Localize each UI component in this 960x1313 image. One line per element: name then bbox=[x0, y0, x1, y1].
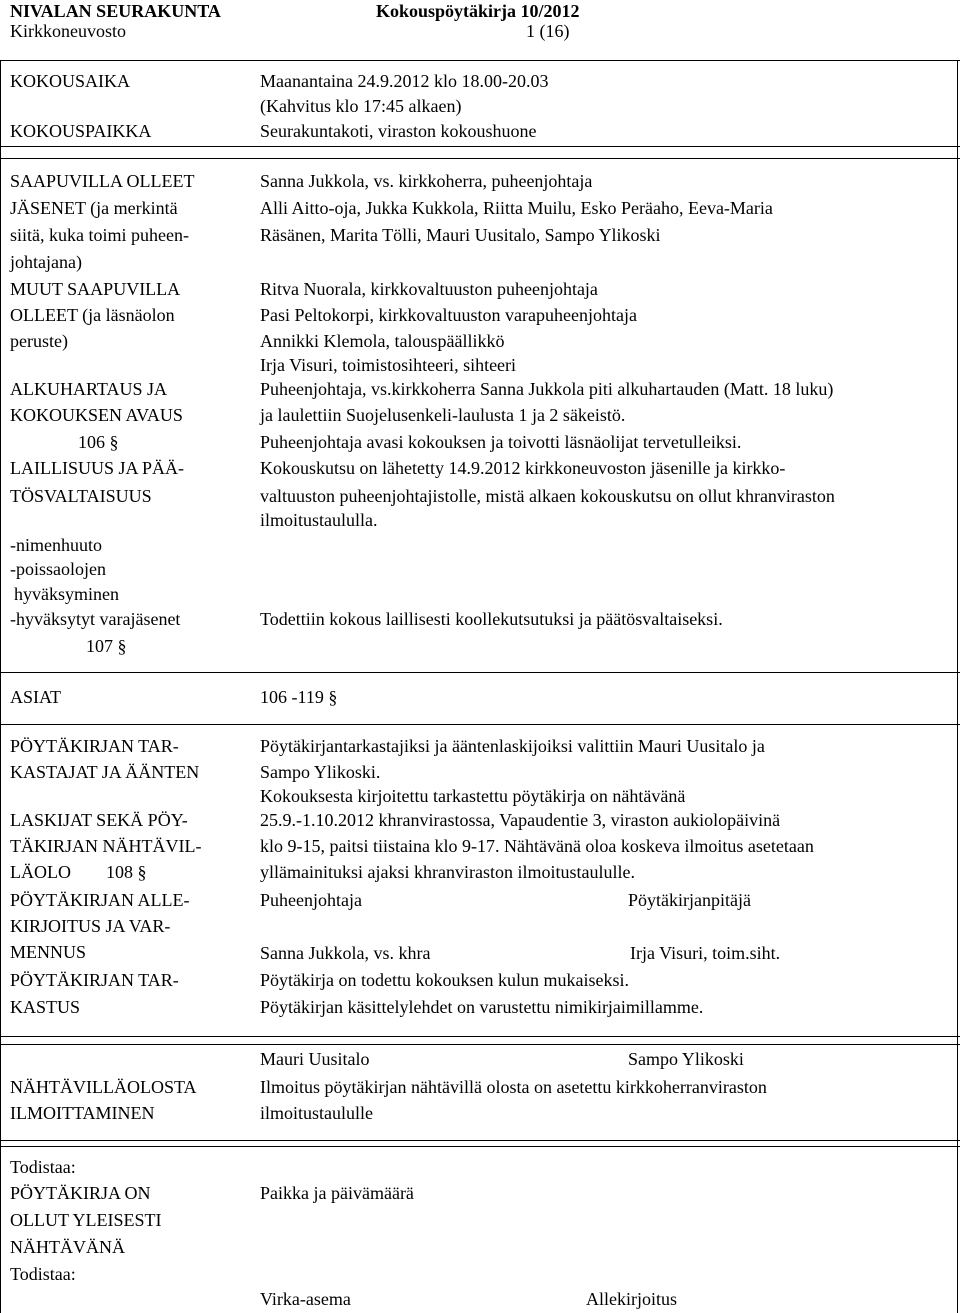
rule-top bbox=[0, 60, 960, 61]
rule-after-place bbox=[0, 146, 960, 147]
checkers-line: Kokouksesta kirjoitettu tarkastettu pöytäkirja on nähtävänä bbox=[260, 786, 686, 806]
opening-line: Puheenjohtaja, vs.kirkkoherra Sanna Jukkola piti alkuhartauden (Matt. 18 luku) bbox=[260, 379, 834, 399]
members-label-line: JÄSENET (ja merkintä bbox=[10, 198, 178, 218]
review-line: Pöytäkirja on todettu kokouksen kulun mukaiseksi. bbox=[260, 970, 629, 990]
meeting-place-value: Seurakuntakoti, viraston kokoushuone bbox=[260, 121, 537, 141]
others-line: Ritva Nuorala, kirkkovaltuuston puheenjohtaja bbox=[260, 279, 598, 299]
others-label-line: OLLEET (ja läsnäolon bbox=[10, 305, 175, 325]
place-date-field: Paikka ja päivämäärä bbox=[260, 1183, 414, 1203]
others-label-line: MUUT SAAPUVILLA bbox=[10, 279, 181, 299]
quorum-label-line: TÖSVALTAISUUS bbox=[10, 486, 152, 506]
checkers-label-line: KASTAJAT JA ÄÄNTEN bbox=[10, 762, 200, 782]
meeting-time-label: KOKOUSAIKA bbox=[10, 71, 130, 91]
attest-label: Todistaa: bbox=[10, 1264, 76, 1284]
meeting-time-value: Maanantaina 24.9.2012 klo 18.00-20.03 bbox=[260, 71, 549, 91]
secretary-name: Irja Visuri, toim.siht. bbox=[630, 943, 781, 963]
others-line: Annikki Klemola, talouspäällikkö bbox=[260, 331, 505, 351]
chair-name: Sanna Jukkola, vs. khra bbox=[260, 943, 431, 963]
checkers-line: 25.9.-1.10.2012 khranvirastossa, Vapaudentie 3, viraston aukiolopäivinä bbox=[260, 810, 781, 830]
checkers-section-number: 108 § bbox=[106, 862, 147, 882]
notice-line: Ilmoitus pöytäkirjan nähtävillä olosta on asetettu kirkkoherranviraston bbox=[260, 1077, 767, 1097]
checkers-label-line: PÖYTÄKIRJAN TAR- bbox=[10, 736, 179, 756]
review-label-line: KASTUS bbox=[10, 997, 81, 1017]
opening-label-line: ALKUHARTAUS JA bbox=[10, 379, 167, 399]
checker-name: Mauri Uusitalo bbox=[260, 1049, 370, 1069]
quorum-line: valtuuston puheenjohtajistolle, mistä alkaen kokouskutsu on ollut khranviraston bbox=[260, 486, 835, 506]
checker-name: Sampo Ylikoski bbox=[628, 1049, 744, 1069]
rule-before-certification bbox=[0, 1146, 960, 1147]
certification-label-line: PÖYTÄKIRJA ON bbox=[10, 1183, 151, 1203]
rule-after-notice bbox=[0, 1140, 960, 1141]
others-line: Irja Visuri, toimistosihteeri, sihteeri bbox=[260, 355, 517, 375]
chair-title: Puheenjohtaja bbox=[260, 890, 362, 910]
quorum-conclusion: Todettiin kokous laillisesti koollekutsutuksi ja päätösvaltaiseksi. bbox=[260, 609, 723, 629]
review-label-line: PÖYTÄKIRJAN TAR- bbox=[10, 970, 179, 990]
certification-label-line: OLLUT YLEISESTI bbox=[10, 1210, 162, 1230]
checkers-label-line: LÄOLO bbox=[10, 862, 71, 882]
quorum-line: ilmoitustaululla. bbox=[260, 510, 378, 530]
quorum-sub-item: -hyväksytyt varajäsenet bbox=[10, 609, 181, 629]
members-label-line: SAAPUVILLA OLLEET bbox=[10, 171, 195, 191]
rule-before-attendance bbox=[0, 158, 960, 159]
opening-line: ja laulettiin Suojelusenkeli-laulusta 1 ja 2 säkeistö. bbox=[260, 405, 626, 425]
members-line: Alli Aitto-oja, Jukka Kukkola, Riitta Muilu, Esko Peräaho, Eeva-Maria bbox=[260, 198, 773, 218]
quorum-section-number: 107 § bbox=[86, 636, 127, 656]
quorum-sub-item: -nimenhuuto bbox=[10, 535, 102, 555]
quorum-line: Kokouskutsu on lähetetty 14.9.2012 kirkkoneuvoston jäsenille ja kirkko- bbox=[260, 458, 786, 478]
agenda-label: ASIAT bbox=[10, 687, 62, 707]
agenda-range: 106 -119 § bbox=[260, 687, 338, 707]
review-line: Pöytäkirjan käsittelylehdet on varustettu nimikirjaimillamme. bbox=[260, 997, 704, 1017]
rule-after-agenda bbox=[0, 724, 960, 725]
members-line: Räsänen, Marita Tölli, Mauri Uusitalo, Sampo Ylikoski bbox=[260, 225, 661, 245]
checkers-line: Pöytäkirjantarkastajiksi ja ääntenlaskijoiksi valittiin Mauri Uusitalo ja bbox=[260, 736, 765, 756]
members-label-line: siitä, kuka toimi puheen- bbox=[10, 225, 189, 245]
rule-after-quorum bbox=[0, 672, 960, 673]
quorum-sub-item: -poissaolojen bbox=[10, 559, 106, 579]
checkers-line: Sampo Ylikoski. bbox=[260, 762, 381, 782]
signature-field: Allekirjoitus bbox=[586, 1289, 677, 1309]
certification-label-line: NÄHTÄVÄNÄ bbox=[10, 1237, 125, 1257]
meeting-time-note: (Kahvitus klo 17:45 alkaen) bbox=[260, 96, 462, 116]
opening-label-line: KOKOUKSEN AVAUS bbox=[10, 405, 183, 425]
secretary-title: Pöytäkirjanpitäjä bbox=[628, 890, 751, 910]
members-line: Sanna Jukkola, vs. kirkkoherra, puheenjohtaja bbox=[260, 171, 593, 191]
opening-line: Puheenjohtaja avasi kokouksen ja toivotti läsnäolijat tervetulleiksi. bbox=[260, 432, 742, 452]
members-label-line: johtajana) bbox=[10, 252, 82, 272]
meeting-body: Kirkkoneuvosto bbox=[10, 21, 126, 41]
rule-right bbox=[957, 60, 958, 1313]
rule-after-review bbox=[0, 1036, 960, 1037]
parish-name: NIVALAN SEURAKUNTA bbox=[10, 1, 221, 21]
others-label-line: peruste) bbox=[10, 331, 68, 351]
position-field: Virka-asema bbox=[260, 1289, 351, 1309]
notice-label-line: NÄHTÄVILLÄOLOSTA bbox=[10, 1077, 197, 1097]
rule-before-notice bbox=[0, 1044, 960, 1045]
rule-left bbox=[0, 60, 1, 1313]
page-number: 1 (16) bbox=[526, 21, 570, 41]
checkers-line: yllämainituksi ajaksi khranviraston ilmoitustaululle. bbox=[260, 862, 635, 882]
checkers-label-line: LASKIJAT SEKÄ PÖY- bbox=[10, 810, 188, 830]
meeting-place-label: KOKOUSPAIKKA bbox=[10, 121, 152, 141]
notice-line: ilmoitustaululle bbox=[260, 1103, 373, 1123]
signatures-label-line: MENNUS bbox=[10, 942, 87, 962]
notice-label-line: ILMOITTAMINEN bbox=[10, 1103, 155, 1123]
checkers-label-line: TÄKIRJAN NÄHTÄVIL- bbox=[10, 836, 202, 856]
quorum-label-line: LAILLISUUS JA PÄÄ- bbox=[10, 458, 185, 478]
signatures-label-line: PÖYTÄKIRJAN ALLE- bbox=[10, 890, 190, 910]
signatures-label-line: KIRJOITUS JA VAR- bbox=[10, 916, 171, 936]
document-title: Kokouspöytäkirja 10/2012 bbox=[376, 1, 580, 21]
checkers-line: klo 9-15, paitsi tiistaina klo 9-17. Nähtävänä oloa koskeva ilmoitus asetetaan bbox=[260, 836, 814, 856]
opening-section-number: 106 § bbox=[78, 432, 119, 452]
quorum-sub-item: hyväksyminen bbox=[14, 584, 119, 604]
attest-label: Todistaa: bbox=[10, 1157, 76, 1177]
others-line: Pasi Peltokorpi, kirkkovaltuuston varapuheenjohtaja bbox=[260, 305, 637, 325]
